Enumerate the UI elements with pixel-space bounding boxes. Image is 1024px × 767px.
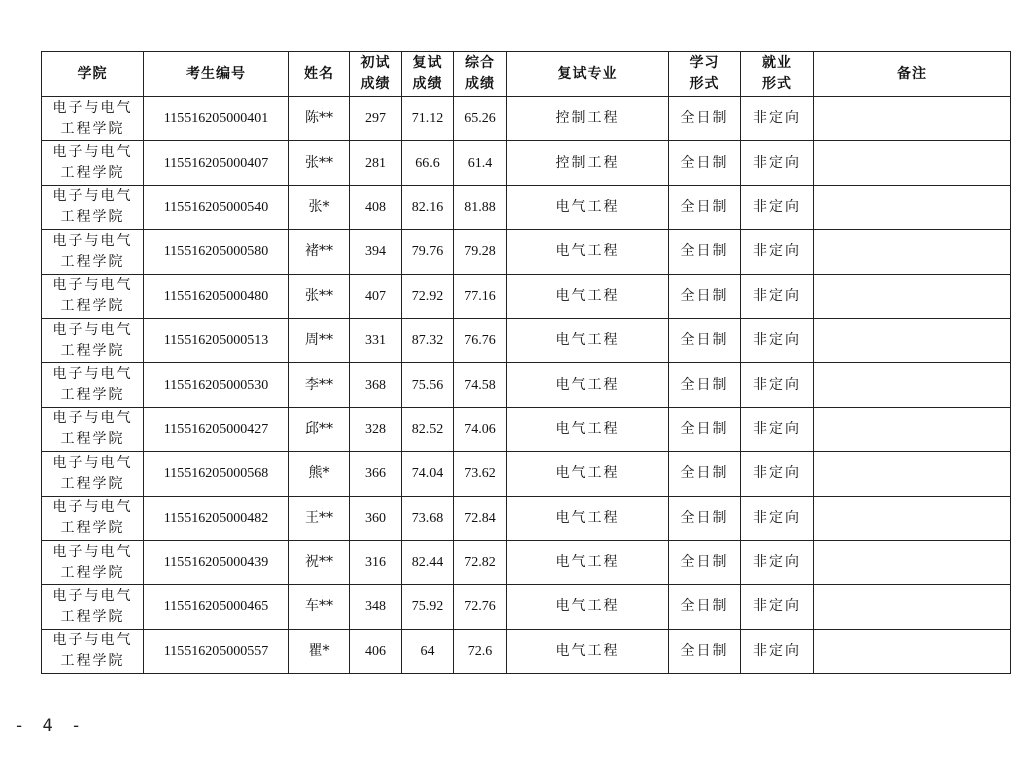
table-row (42, 540, 1011, 584)
cell-total-score: 74.06 (454, 407, 507, 451)
cell-employment: 非定向 (741, 318, 814, 362)
cell-major: 电气工程 (507, 452, 669, 496)
header-row (42, 52, 1011, 97)
cell-name: 张* (289, 185, 350, 229)
cell-name: 车** (289, 585, 350, 629)
cell-total-score: 77.16 (454, 274, 507, 318)
cell-major: 电气工程 (507, 629, 669, 673)
cell-college: 电子与电气 工程学院 (42, 185, 144, 229)
table-row (42, 230, 1011, 274)
cell-exam-id: 115516205000530 (144, 363, 289, 407)
cell-employment: 非定向 (741, 452, 814, 496)
admission-table (41, 51, 1011, 674)
cell-retest-score: 75.92 (402, 585, 454, 629)
cell-major: 电气工程 (507, 407, 669, 451)
cell-major: 电气工程 (507, 540, 669, 584)
header-college: 学院 (42, 52, 144, 97)
cell-major: 电气工程 (507, 363, 669, 407)
cell-name: 陈** (289, 97, 350, 141)
cell-retest-score: 72.92 (402, 274, 454, 318)
cell-study-mode: 全日制 (669, 318, 741, 362)
cell-total-score: 76.76 (454, 318, 507, 362)
cell-retest-score: 74.04 (402, 452, 454, 496)
cell-employment: 非定向 (741, 141, 814, 185)
cell-college: 电子与电气 工程学院 (42, 318, 144, 362)
header-exam-id: 考生编号 (144, 52, 289, 97)
cell-study-mode: 全日制 (669, 363, 741, 407)
cell-initial-score: 281 (350, 141, 402, 185)
cell-retest-score: 71.12 (402, 97, 454, 141)
table-row (42, 452, 1011, 496)
cell-college: 电子与电气 工程学院 (42, 452, 144, 496)
cell-exam-id: 115516205000465 (144, 585, 289, 629)
cell-name: 李** (289, 363, 350, 407)
cell-remarks (814, 185, 1011, 229)
cell-initial-score: 331 (350, 318, 402, 362)
header-name: 姓名 (289, 52, 350, 97)
cell-initial-score: 360 (350, 496, 402, 540)
cell-total-score: 65.26 (454, 97, 507, 141)
cell-college: 电子与电气 工程学院 (42, 274, 144, 318)
header-study-mode: 学习 形式 (669, 52, 741, 97)
cell-employment: 非定向 (741, 97, 814, 141)
table-row (42, 407, 1011, 451)
cell-remarks (814, 363, 1011, 407)
cell-exam-id: 115516205000513 (144, 318, 289, 362)
header-retest-score: 复试 成绩 (402, 52, 454, 97)
cell-retest-score: 64 (402, 629, 454, 673)
cell-remarks (814, 496, 1011, 540)
cell-remarks (814, 97, 1011, 141)
cell-exam-id: 115516205000480 (144, 274, 289, 318)
cell-study-mode: 全日制 (669, 407, 741, 451)
cell-major: 控制工程 (507, 141, 669, 185)
cell-exam-id: 115516205000568 (144, 452, 289, 496)
cell-total-score: 74.58 (454, 363, 507, 407)
cell-total-score: 72.84 (454, 496, 507, 540)
cell-college: 电子与电气 工程学院 (42, 363, 144, 407)
cell-study-mode: 全日制 (669, 141, 741, 185)
cell-initial-score: 407 (350, 274, 402, 318)
cell-remarks (814, 318, 1011, 362)
cell-major: 电气工程 (507, 318, 669, 362)
cell-total-score: 72.76 (454, 585, 507, 629)
cell-initial-score: 394 (350, 230, 402, 274)
cell-name: 张** (289, 274, 350, 318)
cell-employment: 非定向 (741, 230, 814, 274)
cell-retest-score: 87.32 (402, 318, 454, 362)
cell-college: 电子与电气 工程学院 (42, 97, 144, 141)
cell-major: 电气工程 (507, 185, 669, 229)
cell-college: 电子与电气 工程学院 (42, 585, 144, 629)
cell-initial-score: 368 (350, 363, 402, 407)
cell-study-mode: 全日制 (669, 585, 741, 629)
table-row (42, 363, 1011, 407)
cell-study-mode: 全日制 (669, 185, 741, 229)
cell-retest-score: 79.76 (402, 230, 454, 274)
cell-name: 邱** (289, 407, 350, 451)
cell-employment: 非定向 (741, 274, 814, 318)
cell-college: 电子与电气 工程学院 (42, 540, 144, 584)
cell-exam-id: 115516205000540 (144, 185, 289, 229)
table-row (42, 318, 1011, 362)
cell-major: 电气工程 (507, 496, 669, 540)
cell-employment: 非定向 (741, 496, 814, 540)
cell-retest-score: 82.44 (402, 540, 454, 584)
cell-retest-score: 75.56 (402, 363, 454, 407)
cell-total-score: 79.28 (454, 230, 507, 274)
cell-study-mode: 全日制 (669, 97, 741, 141)
table-body (42, 97, 1011, 674)
cell-exam-id: 115516205000401 (144, 97, 289, 141)
table-row (42, 97, 1011, 141)
cell-initial-score: 328 (350, 407, 402, 451)
cell-initial-score: 408 (350, 185, 402, 229)
cell-employment: 非定向 (741, 629, 814, 673)
table-row (42, 185, 1011, 229)
cell-exam-id: 115516205000580 (144, 230, 289, 274)
cell-total-score: 73.62 (454, 452, 507, 496)
cell-study-mode: 全日制 (669, 629, 741, 673)
header-remarks: 备注 (814, 52, 1011, 97)
cell-exam-id: 115516205000407 (144, 141, 289, 185)
cell-college: 电子与电气 工程学院 (42, 230, 144, 274)
cell-name: 王** (289, 496, 350, 540)
cell-remarks (814, 141, 1011, 185)
cell-exam-id: 115516205000439 (144, 540, 289, 584)
cell-retest-score: 66.6 (402, 141, 454, 185)
cell-major: 电气工程 (507, 230, 669, 274)
cell-remarks (814, 230, 1011, 274)
cell-total-score: 72.6 (454, 629, 507, 673)
cell-employment: 非定向 (741, 185, 814, 229)
cell-major: 电气工程 (507, 585, 669, 629)
cell-college: 电子与电气 工程学院 (42, 141, 144, 185)
cell-remarks (814, 407, 1011, 451)
header-initial-score: 初试 成绩 (350, 52, 402, 97)
page-number: - 4 - (14, 716, 86, 736)
cell-name: 熊* (289, 452, 350, 496)
cell-exam-id: 115516205000427 (144, 407, 289, 451)
cell-initial-score: 297 (350, 97, 402, 141)
cell-exam-id: 115516205000557 (144, 629, 289, 673)
cell-study-mode: 全日制 (669, 230, 741, 274)
cell-college: 电子与电气 工程学院 (42, 629, 144, 673)
cell-employment: 非定向 (741, 540, 814, 584)
cell-name: 张** (289, 141, 350, 185)
cell-exam-id: 115516205000482 (144, 496, 289, 540)
cell-remarks (814, 274, 1011, 318)
cell-remarks (814, 452, 1011, 496)
table-row (42, 141, 1011, 185)
table-row (42, 496, 1011, 540)
cell-name: 褚** (289, 230, 350, 274)
cell-remarks (814, 540, 1011, 584)
header-total-score: 综合 成绩 (454, 52, 507, 97)
cell-initial-score: 406 (350, 629, 402, 673)
cell-name: 祝** (289, 540, 350, 584)
cell-study-mode: 全日制 (669, 540, 741, 584)
cell-employment: 非定向 (741, 585, 814, 629)
cell-retest-score: 82.52 (402, 407, 454, 451)
cell-major: 电气工程 (507, 274, 669, 318)
cell-total-score: 72.82 (454, 540, 507, 584)
cell-college: 电子与电气 工程学院 (42, 407, 144, 451)
cell-total-score: 61.4 (454, 141, 507, 185)
header-major: 复试专业 (507, 52, 669, 97)
cell-name: 瞿* (289, 629, 350, 673)
cell-college: 电子与电气 工程学院 (42, 496, 144, 540)
header-employment: 就业 形式 (741, 52, 814, 97)
cell-study-mode: 全日制 (669, 274, 741, 318)
cell-employment: 非定向 (741, 407, 814, 451)
cell-remarks (814, 585, 1011, 629)
table-row (42, 274, 1011, 318)
table-row (42, 585, 1011, 629)
cell-retest-score: 82.16 (402, 185, 454, 229)
cell-name: 周** (289, 318, 350, 362)
cell-employment: 非定向 (741, 363, 814, 407)
cell-study-mode: 全日制 (669, 496, 741, 540)
cell-initial-score: 366 (350, 452, 402, 496)
cell-remarks (814, 629, 1011, 673)
cell-total-score: 81.88 (454, 185, 507, 229)
cell-initial-score: 348 (350, 585, 402, 629)
table-row (42, 629, 1011, 673)
cell-major: 控制工程 (507, 97, 669, 141)
cell-study-mode: 全日制 (669, 452, 741, 496)
cell-retest-score: 73.68 (402, 496, 454, 540)
cell-initial-score: 316 (350, 540, 402, 584)
